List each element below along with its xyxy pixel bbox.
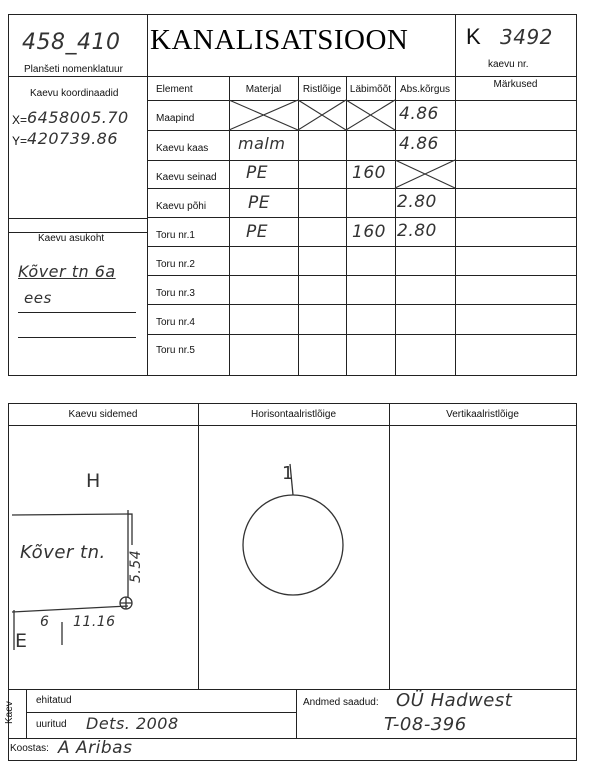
page-title: KANALISATSIOON bbox=[150, 24, 409, 56]
sketch-mark-e: E bbox=[15, 630, 28, 652]
cell-diameter: 160 bbox=[352, 222, 386, 242]
source-value-2: T-08-396 bbox=[384, 714, 467, 735]
cell-abs-height: 4.86 bbox=[399, 104, 439, 124]
coordinates-label: Kaevu koordinaadid bbox=[30, 88, 119, 99]
coordinate-y-value: 420739.86 bbox=[27, 129, 119, 148]
cell-abs-height: 4.86 bbox=[399, 134, 439, 154]
row-element: Toru nr.3 bbox=[156, 288, 195, 299]
coordinate-x-label: X= bbox=[12, 113, 28, 127]
measured-label: uuritud bbox=[36, 719, 67, 730]
panel-title-horizontal: Horisontaalristlõige bbox=[250, 409, 337, 420]
sketch-distance-b: 11.16 bbox=[73, 614, 116, 630]
source-label: Andmed saadud: bbox=[303, 697, 379, 708]
row-element: Toru nr.2 bbox=[156, 259, 195, 270]
cell-abs-height: 2.80 bbox=[397, 192, 437, 212]
row-element: Kaevu seinad bbox=[156, 172, 217, 183]
col-header-cross-section: Ristlõige bbox=[302, 84, 342, 95]
source-value-1: OÜ Hadwest bbox=[396, 690, 513, 711]
built-label: ehitatud bbox=[36, 695, 72, 706]
location-label: Kaevu asukoht bbox=[38, 233, 105, 244]
row-element: Toru nr.1 bbox=[156, 230, 195, 241]
footer-side-label: Kaev bbox=[4, 701, 15, 724]
row-element: Toru nr.4 bbox=[156, 317, 195, 328]
author-value: A Aribas bbox=[58, 738, 133, 758]
cell-material: PE bbox=[246, 222, 268, 242]
cell-material: PE bbox=[248, 193, 270, 213]
location-line1: Kõver tn 6a bbox=[18, 262, 116, 281]
sketch-distance-a: 6 bbox=[40, 614, 50, 630]
col-header-element: Element bbox=[156, 84, 193, 95]
row-element: Kaevu kaas bbox=[156, 143, 209, 154]
sketch-street-name: Kõver tn. bbox=[20, 542, 106, 563]
sheet-number: 458_410 bbox=[22, 30, 121, 55]
cell-diameter: 160 bbox=[352, 163, 386, 183]
pipe-number: 1 bbox=[282, 463, 294, 484]
cell-material: malm bbox=[238, 134, 286, 153]
cell-material: PE bbox=[246, 163, 268, 183]
col-header-abs-height: Abs.kõrgus bbox=[399, 84, 451, 95]
well-number-label: kaevu nr. bbox=[488, 59, 529, 70]
sketch-distance-vertical: 5.54 bbox=[128, 549, 144, 583]
coordinate-x-value: 6458005.70 bbox=[27, 108, 129, 127]
author-label: Koostas: bbox=[10, 743, 49, 754]
panel-title-vertical: Vertikaalristlõige bbox=[446, 409, 519, 420]
row-element: Kaevu põhi bbox=[156, 201, 207, 212]
col-header-material: Materjal bbox=[245, 84, 282, 95]
col-header-remarks: Märkused bbox=[493, 79, 538, 90]
coordinate-y-label: Y= bbox=[12, 134, 28, 148]
location-line2: ees bbox=[24, 289, 52, 307]
cell-abs-height: 2.80 bbox=[397, 221, 437, 241]
well-number-prefix: K bbox=[466, 24, 481, 49]
well-number: 3492 bbox=[500, 25, 553, 49]
sheet-number-label: Planšeti nomenklatuur bbox=[24, 64, 123, 75]
sketch-mark-h: H bbox=[86, 470, 101, 492]
measured-value: Dets. 2008 bbox=[86, 714, 179, 733]
row-element: Maapind bbox=[156, 113, 195, 124]
panel-title-connections: Kaevu sidemed bbox=[68, 409, 138, 420]
row-element: Toru nr.5 bbox=[156, 345, 195, 356]
col-header-diameter: Läbimõõt bbox=[349, 84, 392, 95]
